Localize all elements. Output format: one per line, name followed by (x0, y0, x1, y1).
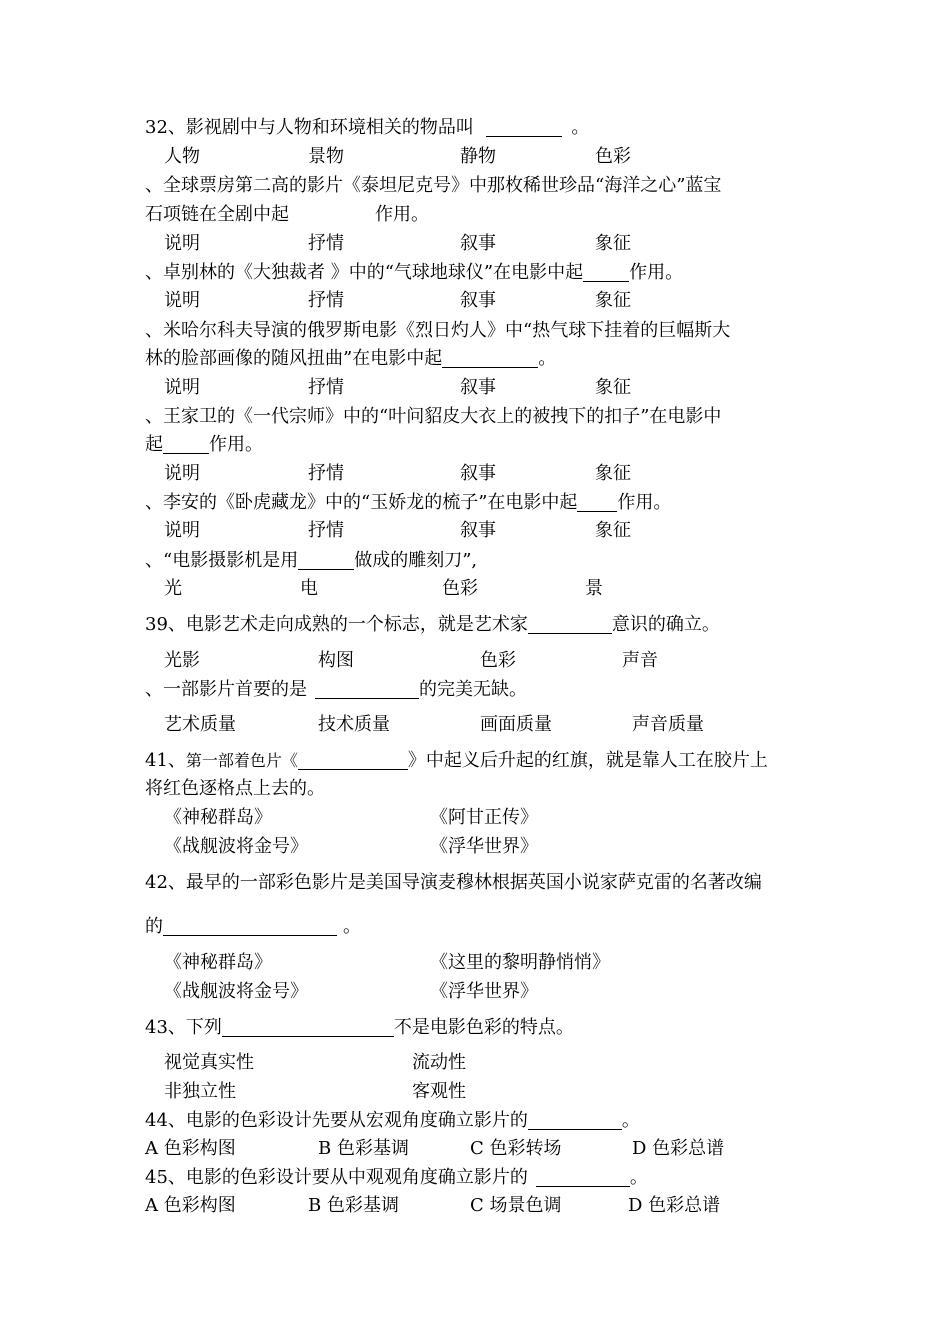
question-36-line2 (145, 434, 263, 456)
option-d: 象征 (595, 290, 631, 311)
option-c: 色彩 (442, 578, 478, 599)
answer-blank[interactable] (528, 615, 612, 634)
question-40 (145, 679, 527, 701)
question-end: 。 (343, 916, 361, 937)
answer-blank[interactable] (583, 263, 629, 282)
question-text: 的 (145, 916, 163, 937)
option-a: 说明 (164, 377, 200, 398)
question-end: 作用。 (629, 262, 684, 283)
answer-blank[interactable] (577, 493, 617, 512)
question-38 (145, 550, 477, 572)
question-text: 石项链在全剧中起 (145, 204, 289, 225)
question-text: 第一部着色片《 (185, 751, 298, 770)
question-end: 作用。 (209, 434, 263, 455)
option-a: 光影 (164, 650, 200, 671)
question-35-line2 (145, 348, 556, 370)
option-b: 抒情 (308, 290, 344, 311)
question-text: 、一部影片首要的是 (145, 679, 307, 700)
option-c: 叙事 (460, 290, 496, 311)
question-end: 。 (621, 1110, 640, 1131)
option-d: 《浮华世界》 (430, 836, 538, 857)
question-text: 、卓别林的《大独裁者 》中的“气球地球仪”在电影中起 (145, 262, 584, 283)
option-a: 艺术质量 (164, 714, 236, 735)
question-39 (145, 614, 720, 636)
question-end: 不是电影色彩的特点。 (393, 1017, 574, 1038)
question-text: 45、电影的色彩设计要从中观观角度确立影片的 (145, 1167, 528, 1188)
question-37 (145, 492, 671, 514)
answer-blank[interactable] (315, 680, 419, 699)
question-42-line1: 42、最早的一部彩色影片是美国导演麦穆林根据英国小说家萨克雷的名著改编 (145, 872, 762, 893)
option-a: 说明 (164, 290, 200, 311)
question-end: 的完美无缺。 (419, 679, 527, 700)
option-d: 《浮华世界》 (430, 981, 538, 1002)
answer-blank[interactable] (442, 349, 538, 368)
option-d: D 色彩总谱 (628, 1195, 721, 1216)
option-b: 抒情 (308, 233, 344, 254)
option-a: 说明 (164, 463, 200, 484)
question-text: 林的脸部画像的随风扭曲”在电影中起 (145, 348, 443, 369)
option-d: 声音 (622, 650, 658, 671)
answer-blank[interactable] (528, 1111, 622, 1130)
question-text: 32、影视剧中与人物和环境相关的物品叫 (145, 117, 474, 138)
option-b: 《这里的黎明静悄悄》 (430, 952, 610, 973)
question-42-line2 (145, 916, 361, 938)
option-c: 静物 (460, 146, 496, 167)
option-a: 人物 (164, 146, 200, 167)
option-b: 抒情 (308, 520, 344, 541)
option-a: 《神秘群岛》 (164, 952, 272, 973)
question-43 (145, 1017, 574, 1039)
question-text: 起 (145, 434, 163, 455)
question-34 (145, 262, 683, 284)
option-b: 电 (300, 578, 318, 599)
option-a: 说明 (164, 520, 200, 541)
question-end: 。 (538, 348, 557, 369)
option-c: 《战舰波将金号》 (164, 836, 308, 857)
option-d: 象征 (595, 233, 631, 254)
option-c: C 色彩转场 (470, 1138, 562, 1159)
option-b: 抒情 (308, 463, 344, 484)
answer-blank[interactable] (163, 435, 209, 454)
option-d: 色彩 (595, 146, 631, 167)
option-b: B 色彩基调 (308, 1195, 399, 1216)
option-b: 流动性 (412, 1052, 466, 1073)
question-text: 43、下列 (145, 1017, 222, 1038)
option-b: 抒情 (308, 377, 344, 398)
question-text: 、“电影摄影机是用 (145, 550, 299, 571)
option-a: A 色彩构图 (145, 1195, 236, 1216)
option-d: 象征 (595, 520, 631, 541)
option-a: 光 (164, 578, 182, 599)
answer-blank[interactable] (163, 917, 337, 936)
option-b: B 色彩基调 (318, 1138, 409, 1159)
question-text: 39、电影艺术走向成熟的一个标志，就是艺术家 (145, 614, 528, 635)
question-end: 做成的雕刻刀”, (354, 550, 478, 571)
question-end: 作用。 (375, 204, 429, 225)
option-b: 《阿甘正传》 (430, 807, 538, 828)
option-c: 叙事 (460, 463, 496, 484)
question-end: 作用。 (617, 492, 672, 513)
question-33-line2 (145, 204, 429, 226)
option-a: 视觉真实性 (164, 1052, 254, 1073)
option-c: 画面质量 (480, 714, 552, 735)
question-end: 。 (629, 1167, 648, 1188)
option-c: 色彩 (480, 650, 516, 671)
option-b: 景物 (308, 146, 344, 167)
question-33-line1: 、全球票房第二高的影片《泰坦尼克号》中那枚稀世珍品“海洋之心”蓝宝 (145, 175, 722, 196)
answer-blank[interactable] (298, 551, 354, 570)
question-41-line1 (145, 750, 768, 772)
question-text: 、李安的《卧虎藏龙》中的“玉娇龙的梳子”在电影中起 (145, 492, 578, 513)
question-45 (145, 1167, 648, 1189)
question-36-line1: 、王家卫的《一代宗师》中的“叶问貂皮大衣上的被拽下的扣子”在电影中 (145, 406, 722, 427)
option-d: 景 (585, 578, 603, 599)
question-end: 》中起义后升起的红旗，就是靠人工在胶片上 (407, 750, 768, 771)
question-end: 。 (571, 117, 590, 138)
option-d: 客观性 (412, 1081, 466, 1102)
option-c: 叙事 (460, 520, 496, 541)
option-d: 声音质量 (632, 714, 704, 735)
question-32 (145, 117, 589, 139)
question-41-line2: 将红色逐格点上去的。 (145, 778, 325, 799)
option-a: 说明 (164, 233, 200, 254)
option-b: 技术质量 (318, 714, 390, 735)
option-a: A 色彩构图 (145, 1138, 236, 1159)
answer-blank[interactable] (536, 1168, 630, 1187)
answer-blank[interactable] (486, 118, 562, 137)
question-text: 44、电影的色彩设计先要从宏观角度确立影片的 (145, 1110, 528, 1131)
option-d: 象征 (595, 463, 631, 484)
answer-blank[interactable] (298, 751, 408, 770)
option-c: C 场景色调 (470, 1195, 562, 1216)
question-35-line1: 、米哈尔科夫导演的俄罗斯电影《烈日灼人》中“热气球下挂着的巨幅斯大 (145, 320, 731, 341)
option-c: 《战舰波将金号》 (164, 981, 308, 1002)
option-b: 构图 (318, 650, 354, 671)
question-end: 意识的确立。 (611, 614, 720, 635)
option-c: 叙事 (460, 377, 496, 398)
option-c: 非独立性 (164, 1081, 236, 1102)
question-44 (145, 1110, 640, 1132)
option-a: 《神秘群岛》 (164, 807, 272, 828)
option-d: 象征 (595, 377, 631, 398)
option-c: 叙事 (460, 233, 496, 254)
question-number: 41、 (145, 750, 186, 771)
option-d: D 色彩总谱 (632, 1138, 725, 1159)
answer-blank[interactable] (222, 1018, 394, 1037)
